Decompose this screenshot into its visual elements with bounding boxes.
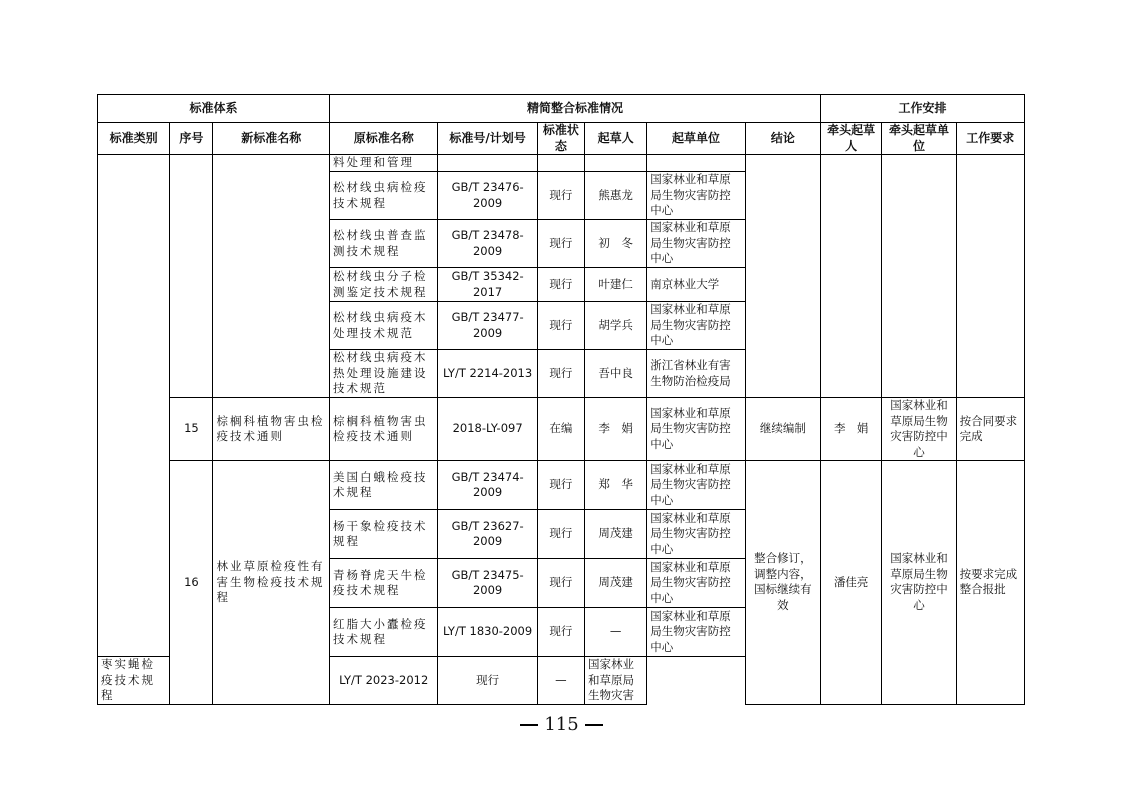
lead-drafter-cell: 潘佳亮 — [821, 461, 882, 705]
unit-cell: 国家林业和草原局生物灾害防控中心 — [647, 220, 745, 268]
page-footer — [0, 714, 1123, 735]
code-cell: GB/T 23474-2009 — [438, 461, 537, 510]
unit-cell: 国家林业和草原局生物灾害防控中心 — [647, 461, 745, 510]
orig-name-cell: 杨干象检疫技术规程 — [329, 510, 437, 559]
code-cell: GB/T 23478-2009 — [438, 220, 537, 268]
drafter-cell: 胡学兵 — [585, 302, 647, 350]
code-cell — [438, 155, 537, 172]
status-cell — [537, 155, 584, 172]
header-column-row — [98, 123, 1025, 155]
unit-cell: 国家林业和草原局生物灾害防控中心 — [647, 510, 745, 559]
conclusion-cell — [745, 155, 820, 398]
drafter-cell: 郑 华 — [585, 461, 647, 510]
requirement-cell — [956, 155, 1024, 398]
header-work-arrangement: 工作安排 — [821, 95, 1025, 123]
code-cell: GB/T 23476-2009 — [438, 172, 537, 220]
status-cell: 现行 — [537, 172, 584, 220]
status-cell: 现行 — [537, 559, 584, 608]
header-consolidation-status: 精简整合标准情况 — [329, 95, 820, 123]
code-cell: 2018-LY-097 — [438, 398, 537, 461]
unit-cell: 国家林业和草原局生物灾害 — [585, 657, 647, 705]
col-unit: 起草单位 — [647, 123, 745, 155]
orig-name-cell: 松材线虫病疫木热处理设施建设技术规范 — [329, 350, 437, 398]
conclusion-cell: 整合修订，调整内容，国标继续有效 — [745, 461, 820, 705]
status-cell: 现行 — [537, 302, 584, 350]
col-lead-drafter: 牵头起草人 — [821, 123, 882, 155]
drafter-cell: — — [585, 608, 647, 657]
footer-dash-right — [585, 724, 603, 726]
orig-name-cell: 松材线虫分子检测鉴定技术规程 — [329, 268, 437, 302]
lead-drafter-cell — [821, 155, 882, 398]
seq-cell — [170, 155, 213, 398]
orig-name-cell: 棕榈科植物害虫检疫技术通则 — [329, 398, 437, 461]
new-name-cell: 棕榈科植物害虫检疫技术通则 — [213, 398, 330, 461]
lead-unit-cell: 国家林业和草原局生物灾害防控中心 — [882, 398, 956, 461]
col-conclusion: 结论 — [745, 123, 820, 155]
new-name-cell: 林业草原检疫性有害生物检疫技术规程 — [213, 461, 330, 705]
code-cell: LY/T 2023-2012 — [329, 657, 437, 705]
unit-cell: 国家林业和草原局生物灾害防控中心 — [647, 398, 745, 461]
drafter-cell: 李 娟 — [585, 398, 647, 461]
col-drafter: 起草人 — [585, 123, 647, 155]
orig-name-cell: 青杨脊虎天牛检疫技术规程 — [329, 559, 437, 608]
unit-cell: 南京林业大学 — [647, 268, 745, 302]
footer-dash-left — [520, 724, 538, 726]
drafter-cell: — — [537, 657, 584, 705]
code-cell: GB/T 35342-2017 — [438, 268, 537, 302]
unit-cell: 国家林业和草原局生物灾害防控中心 — [647, 172, 745, 220]
standards-table — [97, 94, 1025, 705]
unit-cell: 国家林业和草原局生物灾害防控中心 — [647, 608, 745, 657]
col-new-name: 新标准名称 — [213, 123, 330, 155]
drafter-cell: 周茂建 — [585, 559, 647, 608]
seq-cell: 15 — [170, 398, 213, 461]
status-cell: 现行 — [537, 350, 584, 398]
status-cell: 现行 — [537, 268, 584, 302]
col-orig-name: 原标准名称 — [329, 123, 437, 155]
status-cell: 现行 — [438, 657, 537, 705]
table-row — [98, 461, 1025, 510]
drafter-cell: 熊惠龙 — [585, 172, 647, 220]
lead-unit-cell — [882, 155, 956, 398]
col-category: 标准类别 — [98, 123, 170, 155]
code-cell: LY/T 1830-2009 — [438, 608, 537, 657]
orig-name-cell: 松材线虫病检疫技术规程 — [329, 172, 437, 220]
lead-drafter-cell: 李 娟 — [821, 398, 882, 461]
col-lead-unit: 牵头起草单位 — [882, 123, 956, 155]
orig-name-cell: 红脂大小蠹检疫技术规程 — [329, 608, 437, 657]
col-seq: 序号 — [170, 123, 213, 155]
new-name-cell — [213, 155, 330, 398]
lead-unit-cell: 国家林业和草原局生物灾害防控中心 — [882, 461, 956, 705]
code-cell: GB/T 23627-2009 — [438, 510, 537, 559]
col-status: 标准状态 — [537, 123, 584, 155]
orig-name-cell: 枣实蝇检疫技术规程 — [98, 657, 170, 705]
header-group-row — [98, 95, 1025, 123]
orig-name-cell: 料处理和管理 — [329, 155, 437, 172]
code-cell: GB/T 23477-2009 — [438, 302, 537, 350]
col-code: 标准号/计划号 — [438, 123, 537, 155]
unit-cell: 国家林业和草原局生物灾害防控中心 — [647, 302, 745, 350]
drafter-cell: 叶建仁 — [585, 268, 647, 302]
unit-cell — [647, 155, 745, 172]
conclusion-cell: 继续编制 — [745, 398, 820, 461]
seq-cell: 16 — [170, 461, 213, 705]
code-cell: GB/T 23475-2009 — [438, 559, 537, 608]
drafter-cell: 吾中良 — [585, 350, 647, 398]
status-cell: 在编 — [537, 398, 584, 461]
table-row — [98, 155, 1025, 172]
orig-name-cell: 松材线虫病疫木处理技术规范 — [329, 302, 437, 350]
drafter-cell: 周茂建 — [585, 510, 647, 559]
col-requirement: 工作要求 — [956, 123, 1024, 155]
status-cell: 现行 — [537, 510, 584, 559]
orig-name-cell: 松材线虫普查监测技术规程 — [329, 220, 437, 268]
unit-cell: 浙江省林业有害生物防治检疫局 — [647, 350, 745, 398]
table-row — [98, 398, 1025, 461]
requirement-cell: 按要求完成整合报批 — [956, 461, 1024, 705]
category-cell — [98, 155, 170, 657]
drafter-cell: 初 冬 — [585, 220, 647, 268]
status-cell: 现行 — [537, 461, 584, 510]
requirement-cell: 按合同要求完成 — [956, 398, 1024, 461]
unit-cell: 国家林业和草原局生物灾害防控中心 — [647, 559, 745, 608]
code-cell: LY/T 2214-2013 — [438, 350, 537, 398]
status-cell: 现行 — [537, 608, 584, 657]
orig-name-cell: 美国白蛾检疫技术规程 — [329, 461, 437, 510]
header-standard-system: 标准体系 — [98, 95, 330, 123]
page-number: 115 — [544, 714, 579, 735]
drafter-cell — [585, 155, 647, 172]
status-cell: 现行 — [537, 220, 584, 268]
